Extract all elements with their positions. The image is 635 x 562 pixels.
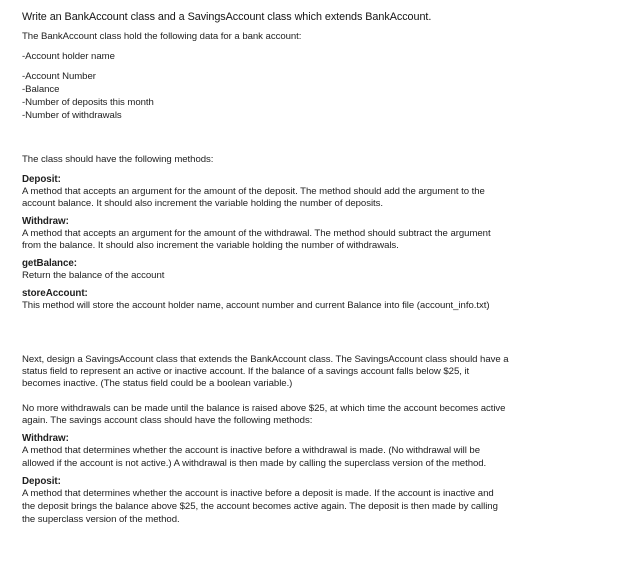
deposit-description: A method that accepts an argument for the amount of the deposit. The method should add the argument to the — [22, 186, 485, 197]
field-item: -Balance — [22, 84, 60, 95]
savings-paragraph: Next, design a SavingsAccount class that extends the BankAccount class. The SavingsAccount class should have a — [22, 354, 509, 365]
savings-withdraw-heading: Withdraw: — [22, 433, 69, 444]
field-item: -Number of withdrawals — [22, 110, 122, 121]
savings-paragraph: becomes inactive. (The status field could be a boolean variable.) — [22, 378, 293, 389]
withdraw-description: from the balance. It should also increment the variable holding the number of withdrawals. — [22, 240, 399, 251]
deposit-description: account balance. It should also increment the variable holding the number of deposits. — [22, 198, 384, 209]
savings-deposit-description: the superclass version of the method. — [22, 514, 180, 525]
savings-deposit-heading: Deposit: — [22, 476, 61, 487]
field-item: -Account holder name — [22, 51, 115, 62]
savings-paragraph: No more withdrawals can be made until the balance is raised above $25, at which time the account becomes active — [22, 403, 506, 414]
savings-withdraw-description: A method that determines whether the account is inactive before a withdrawal is made. (No withdrawal will be — [22, 445, 480, 456]
storeaccount-heading: storeAccount: — [22, 288, 88, 299]
savings-deposit-description: A method that determines whether the account is inactive before a deposit is made. If the account is inactive and — [22, 488, 494, 499]
getbalance-heading: getBalance: — [22, 258, 77, 269]
withdraw-heading: Withdraw: — [22, 216, 69, 227]
deposit-heading: Deposit: — [22, 174, 61, 185]
field-item: -Number of deposits this month — [22, 97, 154, 108]
savings-paragraph: status field to represent an active or inactive account. If the balance of a savings account falls below $25, it — [22, 366, 470, 377]
storeaccount-description: This method will store the account holder name, account number and current Balance into file (account_info.txt) — [22, 300, 490, 311]
savings-deposit-description: the deposit brings the balance above $25, the account becomes active again. The deposit is then made by calling — [22, 501, 498, 512]
intro-text: The BankAccount class hold the following data for a bank account: — [22, 31, 302, 42]
savings-withdraw-description: allowed if the account is not active.) A withdrawal is then made by calling the superclass version of the method. — [22, 458, 487, 469]
withdraw-description: A method that accepts an argument for the amount of the withdrawal. The method should subtract the argument — [22, 228, 491, 239]
savings-paragraph: again. The savings account class should have the following methods: — [22, 415, 313, 426]
page-title: Write an BankAccount class and a SavingsAccount class which extends BankAccount. — [22, 11, 432, 23]
field-item: -Account Number — [22, 71, 96, 82]
methods-intro: The class should have the following methods: — [22, 154, 214, 165]
getbalance-description: Return the balance of the account — [22, 270, 165, 281]
